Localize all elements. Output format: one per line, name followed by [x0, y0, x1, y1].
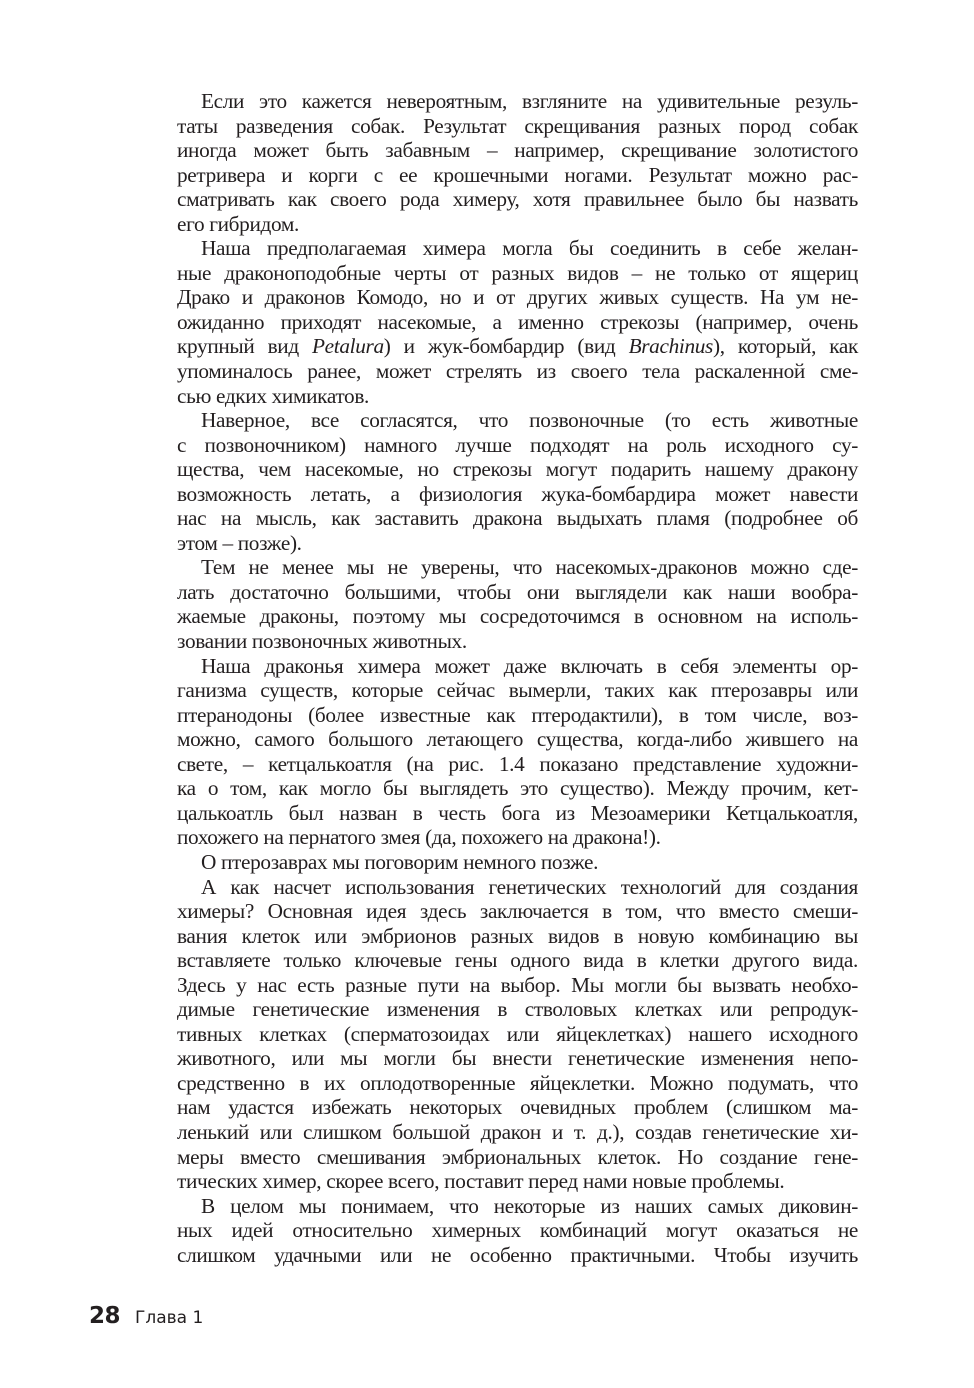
text-line: его гибридом.	[177, 211, 299, 236]
text-line: ные драконоподобные черты от разных видов – не только от ящериц	[177, 260, 858, 285]
paragraph	[177, 408, 858, 555]
text-line: таты разведения собак. Результат скрещивания разных пород собак	[177, 113, 858, 138]
paragraph	[177, 555, 858, 653]
text-line: тивных клетках (сперматозоидах или яйцеклетках) нашего исходного	[177, 1021, 858, 1046]
text-line: слишком удачными или не особенно практичными. Чтобы изучить	[177, 1242, 858, 1267]
text-line: средственно в их оплодотворенные яйцеклетки. Можно подумать, что	[177, 1070, 858, 1095]
text-line: лать достаточно большими, чтобы они выглядели как наши вообра-	[177, 579, 858, 604]
text-line: щества, чем насекомые, но стрекозы могут подарить нашему дракону	[177, 457, 858, 482]
text-line: животного, или мы могли бы внести генетические изменения непо-	[177, 1046, 858, 1071]
text-line: похожего на пернатого змея (да, похожего на дракона!).	[177, 825, 661, 850]
page-number: 28	[89, 1303, 121, 1329]
text-line: Наша драконья химера может даже включать в себя элементы ор-	[201, 653, 858, 678]
text-line: вставляете только ключевые гены одного вида в клетки другого вида.	[177, 948, 858, 973]
text-line: вания клеток или эмбрионов разных видов в новую комбинацию вы	[177, 923, 858, 948]
text-line: О птерозаврах мы поговорим немного позже.	[201, 849, 599, 874]
text-line: Драко и драконов Комодо, но и от других живых существ. На ум не-	[177, 285, 858, 310]
paragraph	[177, 875, 858, 1194]
text-line: ретривера и корги с ее крошечными ногами. Результат можно рас-	[177, 162, 858, 187]
text-line: сью едких химикатов.	[177, 383, 370, 408]
paragraph	[177, 89, 858, 236]
text-line: ленький или слишком большой дракон и т. д.), создав генетические хи-	[177, 1119, 858, 1144]
text-line: с позвоночником) намного лучше подходят на роль исходного су-	[177, 432, 858, 457]
text-line: димые генетические изменения в стволовых клетках или репродук-	[177, 997, 858, 1022]
text-line: ных идей относительно химерных комбинаций могут оказаться не	[177, 1218, 858, 1243]
chapter-label: Глава 1	[135, 1308, 204, 1328]
text-line: тических химер, скорее всего, поставит перед нами новые проблемы.	[177, 1169, 785, 1194]
text-line: цалькоатль был назван в честь бога из Мезоамерики Кетцалькоатля,	[177, 800, 858, 825]
text-line: ганизма существ, которые сейчас вымерли, таких как птерозавры или	[177, 678, 858, 703]
text-line: меры вместо смешивания эмбриональных клеток. Но создание гене-	[177, 1144, 858, 1169]
text-line: птеранодоны (более известные как птеродактили), в том числе, воз-	[177, 702, 858, 727]
text-line: этом – позже).	[177, 530, 302, 555]
text-line: ка о том, как могло бы выглядеть это существо). Между прочим, кет-	[177, 776, 858, 801]
text-line: возможность летать, а физиология жука-бомбардира может навести	[177, 481, 858, 506]
text-line: упоминалось ранее, может стрелять из своего тела раскаленной сме-	[177, 359, 858, 384]
text-line: зовании позвоночных животных.	[177, 629, 467, 654]
text-line: можно, самого большого летающего существа, когда-либо жившего на	[177, 727, 858, 752]
text-line: ожиданно приходят насекомые, а именно стрекозы (например, очень	[177, 309, 858, 334]
text-line: нас на мысль, как заставить дракона выдыхать пламя (подробнее об	[177, 506, 858, 531]
text-line: химеры? Основная идея здесь заключается в том, что вместо смеши-	[177, 899, 858, 924]
paragraph	[177, 236, 858, 408]
text-line: сматривать как своего рода химеру, хотя правильнее было бы назвать	[177, 187, 858, 212]
latin-genus-name: Petalura	[312, 334, 384, 359]
paragraph	[177, 654, 858, 850]
text-line: А как насчет использования генетических технологий для создания	[201, 874, 858, 899]
text-line: крупный вид Petalura) и жук-бомбардир (вид Brachinus), который, как	[177, 334, 859, 359]
text-line: В целом мы понимаем, что некоторые из наших самых диковин-	[201, 1193, 858, 1218]
paragraph	[177, 1194, 858, 1268]
text-line: Наверное, все согласятся, что позвоночные (то есть животные	[201, 408, 858, 433]
text-line: нам удастся избежать некоторых очевидных проблем (слишком ма-	[177, 1095, 858, 1120]
page-body	[177, 89, 858, 1267]
text-line: Тем не менее мы не уверены, что насекомых-драконов можно сде-	[201, 555, 858, 580]
text-line: иногда может быть забавным – например, скрещивание золотистого	[177, 138, 858, 163]
text-line: свете, – кетцалькоатля (на рис. 1.4 показано представление художни-	[177, 751, 858, 776]
paragraph	[177, 850, 858, 875]
text-line: Если это кажется невероятным, взгляните на удивительные резуль-	[201, 89, 858, 113]
page-footer	[89, 1303, 203, 1329]
text-line: Здесь у нас есть разные пути на выбор. Мы могли бы вызвать необхо-	[177, 972, 858, 997]
text-line: жаемые драконы, поэтому мы сосредоточимся в основном на исполь-	[177, 604, 858, 629]
latin-genus-name: Brachinus	[628, 334, 713, 359]
text-line: Наша предполагаемая химера могла бы соединить в себе желан-	[201, 236, 858, 261]
